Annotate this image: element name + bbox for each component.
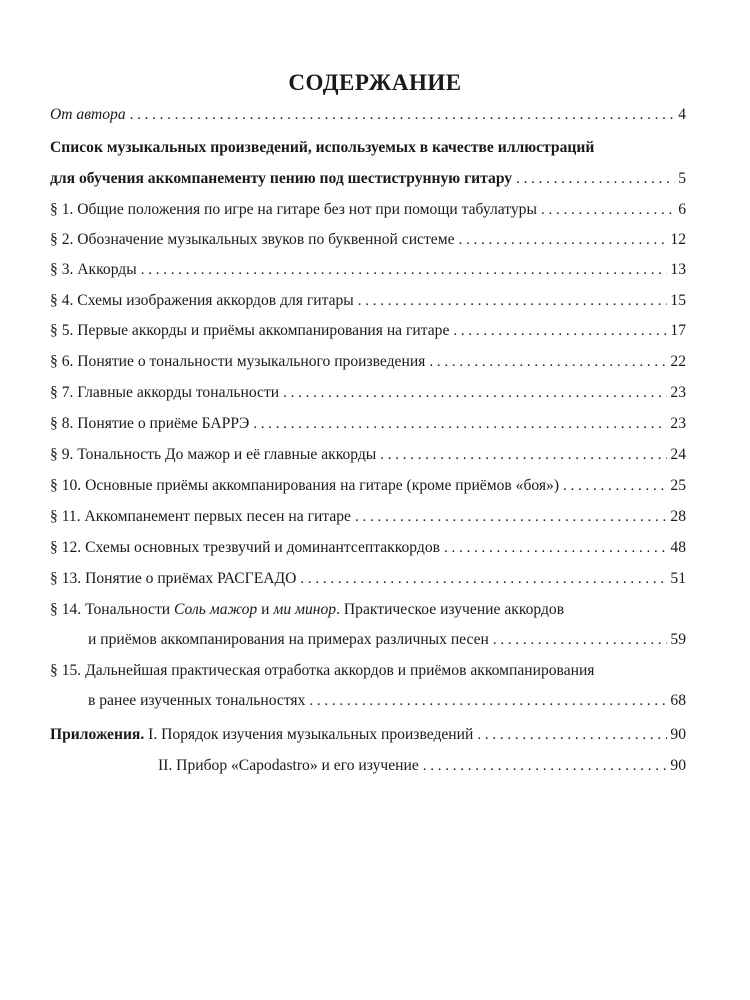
leader-dots [516, 171, 675, 188]
toc-entry-text: § 7. Главные аккорды тональности [50, 384, 280, 401]
toc-page-number: 90 [670, 726, 686, 743]
toc-entry-text: Список музыкальных произведений, используемых в качестве иллюстраций [50, 139, 595, 156]
leader-dots [459, 232, 668, 249]
toc-entry-text [50, 726, 473, 744]
toc-entry-text: для обучения аккомпанементу пению под шестиструнную гитару [50, 170, 513, 187]
toc-entry-appendix-1 [50, 726, 686, 750]
toc-entry-text: § 15. Дальнейшая практическая отработка аккордов и приёмов аккомпанирования [50, 662, 595, 679]
toc-page-number: 22 [670, 353, 686, 370]
toc-entry-s4 [50, 292, 686, 316]
toc-page-number: 23 [670, 384, 686, 401]
toc-entry-s15-line2 [88, 692, 686, 716]
toc-entry-s5 [50, 322, 686, 346]
toc-page-number: 48 [670, 539, 686, 556]
toc-page-number: 5 [678, 170, 686, 187]
toc-entry-text-mid: и [257, 601, 274, 618]
toc-entry-text [50, 601, 564, 619]
toc-entry-s11 [50, 508, 686, 532]
toc-entry-text: § 12. Схемы основных трезвучий и доминантсептаккордов [50, 539, 440, 556]
toc-entry-text-prefix: § 14. Тональности [50, 601, 175, 618]
toc-page-number: 25 [670, 477, 686, 494]
leader-dots [423, 758, 668, 775]
toc-entry-text: и приёмов аккомпанирования на примерах различных песен [88, 631, 489, 648]
toc-entry-s10 [50, 477, 686, 501]
toc-entry-s14-line2 [88, 631, 686, 655]
toc-entry-text: § 8. Понятие о приёме БАРРЭ [50, 415, 250, 432]
toc-entry-s1 [50, 201, 686, 225]
toc-page-number: 59 [670, 631, 686, 648]
toc-entry-text: § 9. Тональность До мажор и её главные аккорды [50, 446, 377, 463]
leader-dots [477, 727, 667, 744]
leader-dots [253, 416, 667, 433]
toc-page-number: 51 [670, 570, 686, 587]
toc-entry-s13 [50, 570, 686, 594]
toc-entry-text-suffix: . Практическое изучение аккордов [336, 601, 565, 618]
leader-dots [444, 540, 667, 557]
leader-dots [541, 202, 675, 219]
toc-page-number: 6 [678, 201, 686, 218]
toc-entry-text: § 6. Понятие о тональности музыкального произведения [50, 353, 426, 370]
toc-entry-s3 [50, 261, 686, 285]
toc-entry-s12 [50, 539, 686, 563]
toc-entry-text: § 10. Основные приёмы аккомпанирования на гитаре (кроме приёмов «боя») [50, 477, 560, 494]
toc-entry-text-key2: ми минор [273, 601, 337, 618]
toc-page-number: 17 [670, 322, 686, 339]
toc-entry-s14-line1 [50, 601, 686, 625]
toc-page-number: 28 [670, 508, 686, 525]
leader-dots [300, 571, 667, 588]
toc-entry-list-line2 [50, 170, 686, 194]
toc-entry-text-key1: Соль мажор [174, 601, 258, 618]
page-title: СОДЕРЖАНИЕ [288, 70, 462, 95]
leader-dots [453, 323, 667, 340]
toc-entry-s15-line1 [50, 662, 686, 686]
leader-dots [141, 262, 668, 279]
toc-page-number: 12 [670, 231, 686, 248]
toc-entry-s8 [50, 415, 686, 439]
toc-page-number: 15 [670, 292, 686, 309]
leader-dots [358, 293, 668, 310]
leader-dots [493, 632, 668, 649]
toc-page-number: 13 [670, 261, 686, 278]
leader-dots [355, 509, 667, 526]
toc-entry-s7 [50, 384, 686, 408]
leader-dots [130, 107, 676, 124]
toc-entry-s9 [50, 446, 686, 470]
toc-entry-author [50, 106, 686, 130]
toc-page-number: 24 [670, 446, 686, 463]
toc-entry-list-line1 [50, 139, 686, 163]
toc-entry-text: в ранее изученных тональностях [88, 692, 306, 709]
leader-dots [283, 385, 667, 402]
toc-entry-text: II. Прибор «Capodastro» и его изучение [158, 757, 419, 774]
leader-dots [309, 693, 667, 710]
toc-page-number: 4 [678, 106, 686, 123]
toc-entry-text: § 4. Схемы изображения аккордов для гитары [50, 292, 354, 309]
toc-entry-text: § 5. Первые аккорды и приёмы аккомпанирования на гитаре [50, 322, 450, 339]
toc-entry-text: § 2. Обозначение музыкальных звуков по буквенной системе [50, 231, 455, 248]
toc-page-number: 68 [670, 692, 686, 709]
leader-dots [380, 447, 667, 464]
toc-entry-appendix-2 [158, 757, 686, 781]
toc-entry-s6 [50, 353, 686, 377]
toc-entry-text: От автора [50, 106, 126, 123]
toc-entry-text: § 1. Общие положения по игре на гитаре без нот при помощи табулатуры [50, 201, 537, 218]
toc-entry-text: § 13. Понятие о приёмах РАСГЕАДО [50, 570, 297, 587]
toc-entry-text: § 11. Аккомпанемент первых песен на гитаре [50, 508, 351, 525]
toc-page-number: 90 [670, 757, 686, 774]
leader-dots [563, 478, 667, 495]
leader-dots [429, 354, 667, 371]
toc-page-number: 23 [670, 415, 686, 432]
toc-entry-s2 [50, 231, 686, 255]
appendix-1-text: I. Порядок изучения музыкальных произведений [144, 726, 474, 743]
appendix-label: Приложения. [50, 726, 145, 743]
toc-entry-text: § 3. Аккорды [50, 261, 137, 278]
